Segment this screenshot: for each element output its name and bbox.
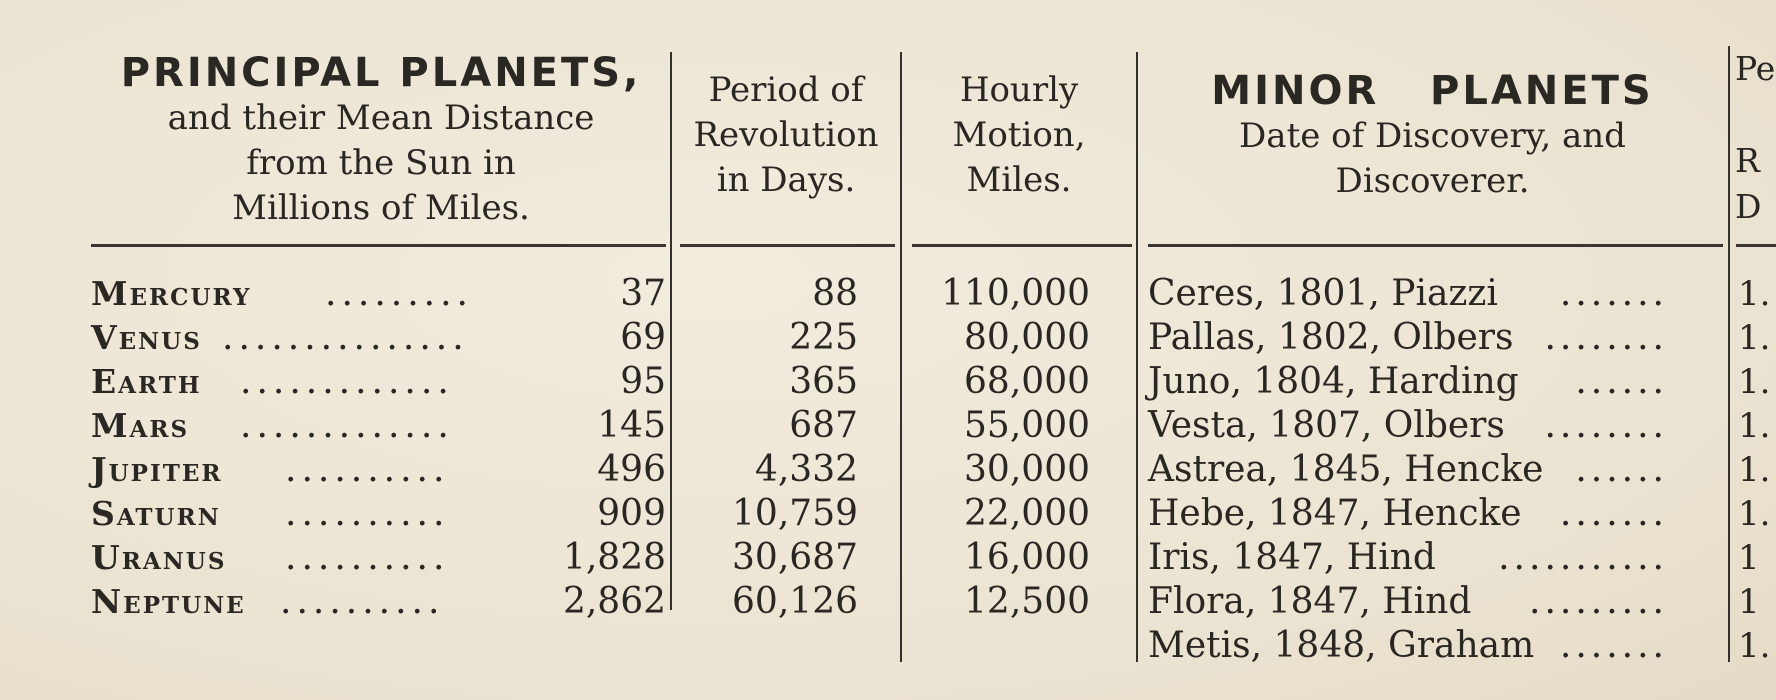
dot-leader: ....... bbox=[1559, 273, 1668, 314]
motion-value: 12,500 bbox=[964, 581, 1090, 622]
cut-off-value: 1 bbox=[1738, 582, 1760, 622]
list-item bbox=[0, 404, 1728, 448]
cut-off-value: 1. bbox=[1738, 362, 1771, 402]
principal-planets-header bbox=[96, 50, 666, 231]
dot-leader: ............... bbox=[222, 317, 469, 358]
principal-sub-line: Millions of Miles. bbox=[232, 188, 530, 228]
motion-value: 30,000 bbox=[964, 449, 1090, 490]
distance-value: 2,862 bbox=[562, 581, 666, 622]
list-item bbox=[0, 360, 1728, 404]
dot-leader: .......... bbox=[285, 493, 450, 534]
dot-leader: ............. bbox=[240, 361, 454, 402]
distance-value: 1,828 bbox=[562, 537, 666, 578]
distance-value: 37 bbox=[620, 273, 666, 314]
planet-name: Venus bbox=[91, 318, 202, 357]
planet-name: Neptune bbox=[91, 582, 246, 621]
cut-off-value: 1. bbox=[1738, 274, 1771, 314]
dot-leader: .......... bbox=[280, 581, 445, 622]
cut-off-value: 1 bbox=[1738, 538, 1760, 578]
period-header-line: Period of bbox=[708, 70, 864, 110]
distance-value: 909 bbox=[597, 493, 666, 534]
period-value: 4,332 bbox=[754, 449, 858, 490]
minor-planet-entry: Iris, 1847, Hind bbox=[1148, 537, 1436, 578]
motion-value: 55,000 bbox=[964, 405, 1090, 446]
minor-planet-entry: Metis, 1848, Graham bbox=[1148, 625, 1535, 666]
planet-name: Uranus bbox=[91, 538, 227, 577]
distance-value: 95 bbox=[620, 361, 666, 402]
principal-sub-line: and their Mean Distance bbox=[167, 98, 595, 138]
cut-off-value: 1. bbox=[1738, 494, 1771, 534]
minor-sub-line: Date of Discovery, and bbox=[1239, 116, 1626, 156]
hourly-header-line: Hourly bbox=[959, 70, 1079, 110]
dot-leader: ......... bbox=[1529, 581, 1668, 622]
minor-planet-entry: Ceres, 1801, Piazzi bbox=[1148, 273, 1498, 314]
period-value: 88 bbox=[812, 273, 858, 314]
distance-value: 69 bbox=[620, 317, 666, 358]
header-rule bbox=[1148, 244, 1723, 247]
principal-sub-line: from the Sun in bbox=[246, 143, 516, 183]
list-item bbox=[0, 492, 1728, 536]
planet-name: Mars bbox=[91, 406, 190, 445]
period-value: 60,126 bbox=[732, 581, 858, 622]
distance-value: 496 bbox=[597, 449, 666, 490]
period-header-line: Revolution bbox=[693, 115, 879, 155]
list-item bbox=[0, 316, 1728, 360]
list-item bbox=[0, 624, 1728, 668]
minor-planet-entry: Vesta, 1807, Olbers bbox=[1148, 405, 1505, 446]
minor-planet-entry: Astrea, 1845, Hencke bbox=[1148, 449, 1544, 490]
dot-leader: .......... bbox=[285, 537, 450, 578]
minor-planets-title: MINOR PLANETS bbox=[1211, 68, 1654, 114]
list-item bbox=[0, 536, 1728, 580]
column-divider bbox=[1728, 46, 1730, 662]
cut-off-value: 1. bbox=[1738, 318, 1771, 358]
period-value: 10,759 bbox=[732, 493, 858, 534]
minor-planets-header bbox=[1140, 68, 1725, 204]
header-rule bbox=[91, 244, 666, 247]
period-value: 30,687 bbox=[732, 537, 858, 578]
motion-value: 16,000 bbox=[964, 537, 1090, 578]
dot-leader: ........ bbox=[1544, 317, 1668, 358]
dot-leader: ....... bbox=[1559, 625, 1668, 666]
minor-planet-entry: Juno, 1804, Harding bbox=[1148, 361, 1519, 402]
hourly-motion-header bbox=[902, 68, 1136, 203]
list-item bbox=[0, 448, 1728, 492]
minor-planet-entry: Pallas, 1802, Olbers bbox=[1148, 317, 1514, 358]
dot-leader: ........ bbox=[1544, 405, 1668, 446]
cut-off-header bbox=[1735, 46, 1776, 230]
planet-name: Jupiter bbox=[91, 450, 223, 489]
cut-header-line bbox=[1735, 92, 1776, 138]
period-header-line: in Days. bbox=[716, 160, 856, 200]
dot-leader: ...... bbox=[1575, 361, 1668, 402]
list-item bbox=[0, 272, 1728, 316]
cut-header-line: R bbox=[1735, 141, 1760, 180]
principal-planets-title: PRINCIPAL PLANETS, bbox=[120, 50, 642, 96]
header-rule bbox=[680, 244, 895, 247]
motion-value: 110,000 bbox=[941, 273, 1090, 314]
planet-name: Earth bbox=[91, 362, 202, 401]
motion-value: 80,000 bbox=[964, 317, 1090, 358]
period-value: 225 bbox=[789, 317, 858, 358]
cut-header-line: Pe bbox=[1735, 49, 1776, 88]
list-item bbox=[0, 580, 1728, 624]
dot-leader: ......... bbox=[325, 273, 473, 314]
cut-off-value: 1. bbox=[1738, 406, 1771, 446]
header-rule bbox=[1736, 244, 1776, 247]
period-value: 365 bbox=[789, 361, 858, 402]
cut-header-line: D bbox=[1735, 187, 1762, 226]
planet-name: Mercury bbox=[91, 274, 252, 313]
hourly-header-line: Miles. bbox=[966, 160, 1072, 200]
dot-leader: ....... bbox=[1559, 493, 1668, 534]
hourly-header-line: Motion, bbox=[952, 115, 1086, 155]
minor-sub-line: Discoverer. bbox=[1335, 161, 1530, 201]
minor-planet-entry: Hebe, 1847, Hencke bbox=[1148, 493, 1522, 534]
header-rule bbox=[912, 244, 1132, 247]
distance-value: 145 bbox=[597, 405, 666, 446]
motion-value: 22,000 bbox=[964, 493, 1090, 534]
dot-leader: .......... bbox=[285, 449, 450, 490]
cut-off-value: 1. bbox=[1738, 626, 1771, 666]
period-value: 687 bbox=[789, 405, 858, 446]
motion-value: 68,000 bbox=[964, 361, 1090, 402]
dot-leader: ........... bbox=[1498, 537, 1668, 578]
period-header bbox=[672, 68, 900, 203]
minor-planet-entry: Flora, 1847, Hind bbox=[1148, 581, 1472, 622]
dot-leader: ............. bbox=[240, 405, 454, 446]
planet-name: Saturn bbox=[91, 494, 221, 533]
dot-leader: ...... bbox=[1575, 449, 1668, 490]
cut-off-value: 1. bbox=[1738, 450, 1771, 490]
